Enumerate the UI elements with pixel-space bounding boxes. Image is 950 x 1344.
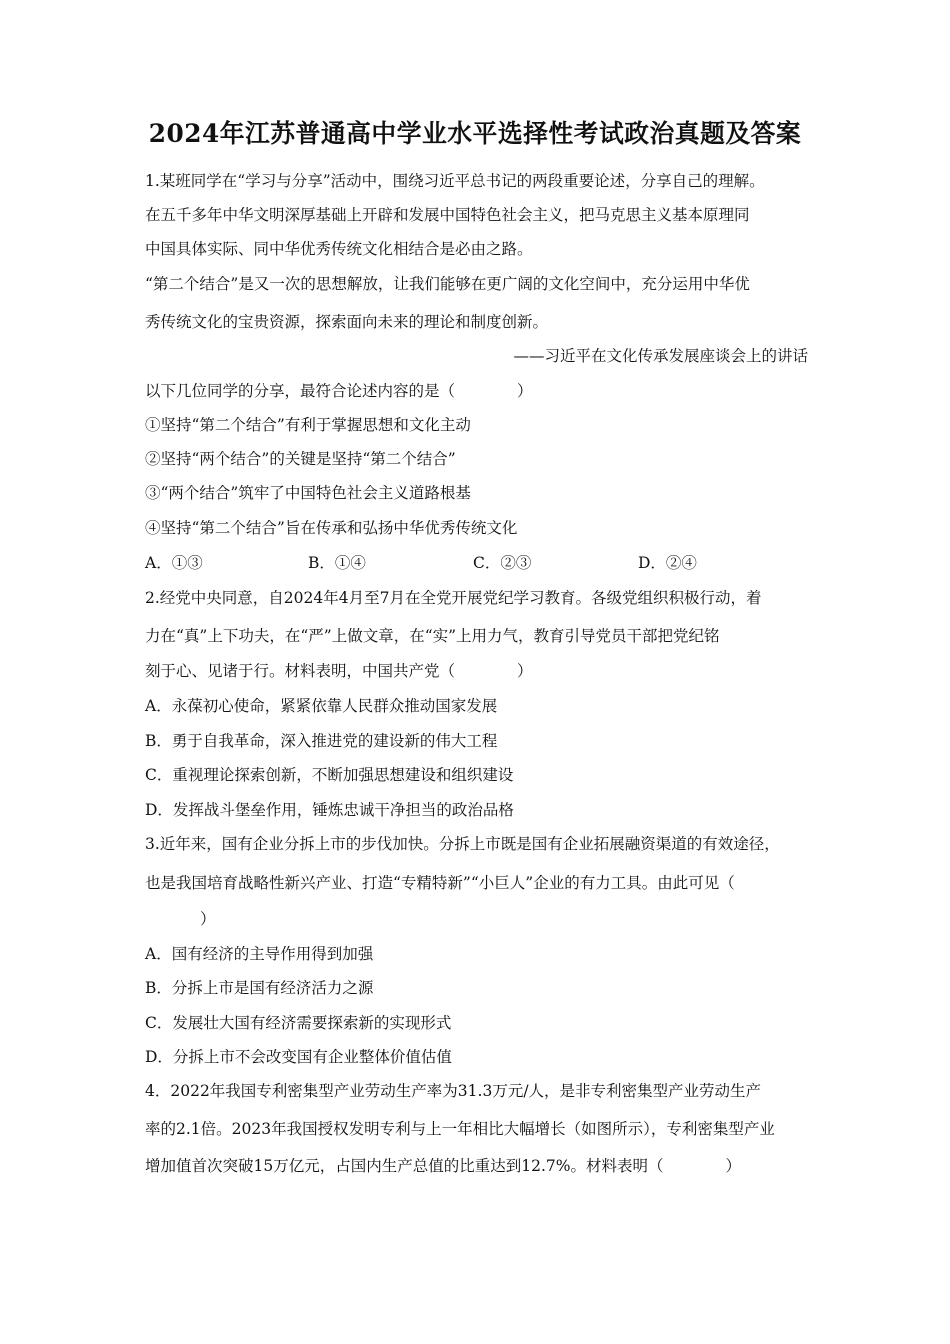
q3-option-a: A．国有经济的主导作用得到加强 [145, 945, 374, 963]
q2-option-c: C．重视理论探索创新，不断加强思想建设和组织建设 [145, 766, 514, 784]
q1-quote2-line2: 秀传统文化的宝贵资源，探索面向未来的理论和制度创新。 [145, 313, 549, 331]
q1-item-3: ③“两个结合”筑牢了中国特色社会主义道路根基 [145, 484, 471, 502]
q1-option-a: A．①③ [145, 554, 203, 572]
q3-stem-line1: 3.近年来，国有企业分拆上市的步伐加快。分拆上市既是国有企业拓展融资渠道的有效途径， [145, 835, 780, 853]
q1-item-2: ②坚持“两个结合”的关键是坚持“第二个结合” [145, 450, 456, 468]
q2-option-a: A．永葆初心使命，紧紧依靠人民群众推动国家发展 [145, 697, 498, 715]
q2-stem-line3: 刻于心、见诸于行。材料表明，中国共产党（ ） [145, 662, 533, 680]
q1-source: ——习近平在文化传承发展座谈会上的讲话 [513, 347, 808, 365]
q4-stem-line2: 率的2.1倍。2023年我国授权发明专利与上一年相比大幅增长（如图所示），专利密集型产业 [145, 1120, 775, 1138]
q1-quote1-line1: 在五千多年中华文明深厚基础上开辟和发展中国特色社会主义，把马克思主义基本原理同 [145, 206, 750, 224]
q2-option-d: D．发挥战斗堡垒作用，锤炼忠诚干净担当的政治品格 [145, 801, 514, 819]
q1-item-4: ④坚持“第二个结合”旨在传承和弘扬中华优秀传统文化 [145, 519, 518, 537]
q1-option-c: C．②③ [473, 554, 532, 572]
q1-quote2-line1: “第二个结合”是又一次的思想解放，让我们能够在更广阔的文化空间中，充分运用中华优 [145, 275, 750, 293]
q2-stem-line1: 2.经党中央同意，自2024年4月至7月在全党开展党纪学习教育。各级党组织积极行动，着 [145, 589, 762, 607]
q1-option-b: B．①④ [308, 554, 366, 572]
q3-stem-line3: ） [200, 910, 216, 928]
q1-prompt: 以下几位同学的分享，最符合论述内容的是（ ） [145, 382, 533, 400]
page-title: 2024年江苏普通高中学业水平选择性考试政治真题及答案 [148, 119, 802, 148]
q4-stem-line1: 4．2022年我国专利密集型产业劳动生产率为31.3万元/人，是非专利密集型产业劳动生产 [145, 1082, 762, 1100]
q3-option-c: C．发展壮大国有经济需要探索新的实现形式 [145, 1014, 452, 1032]
q3-option-b: B．分拆上市是国有经济活力之源 [145, 979, 374, 997]
q1-item-1: ①坚持“第二个结合”有利于掌握思想和文化主动 [145, 416, 471, 434]
q1-quote1-line2: 中国具体实际、同中华优秀传统文化相结合是必由之路。 [145, 240, 533, 258]
q3-option-d: D．分拆上市不会改变国有企业整体价值估值 [145, 1048, 452, 1066]
q1-stem: 1.某班同学在“学习与分享”活动中，围绕习近平总书记的两段重要论述，分享自己的理解。 [145, 172, 765, 190]
q2-option-b: B．勇于自我革命，深入推进党的建设新的伟大工程 [145, 732, 498, 750]
q3-stem-line2: 也是我国培育战略性新兴产业、打造“专精特新”“小巨人”企业的有力工具。由此可见（ [145, 874, 735, 892]
q1-option-d: D．②④ [638, 554, 697, 572]
q4-stem-line3: 增加值首次突破15万亿元，占国内生产总值的比重达到12.7%。材料表明（ ） [145, 1157, 741, 1175]
q2-stem-line2: 力在“真”上下功夫，在“严”上做文章，在“实”上用力气，教育引导党员干部把党纪铭 [145, 627, 720, 645]
